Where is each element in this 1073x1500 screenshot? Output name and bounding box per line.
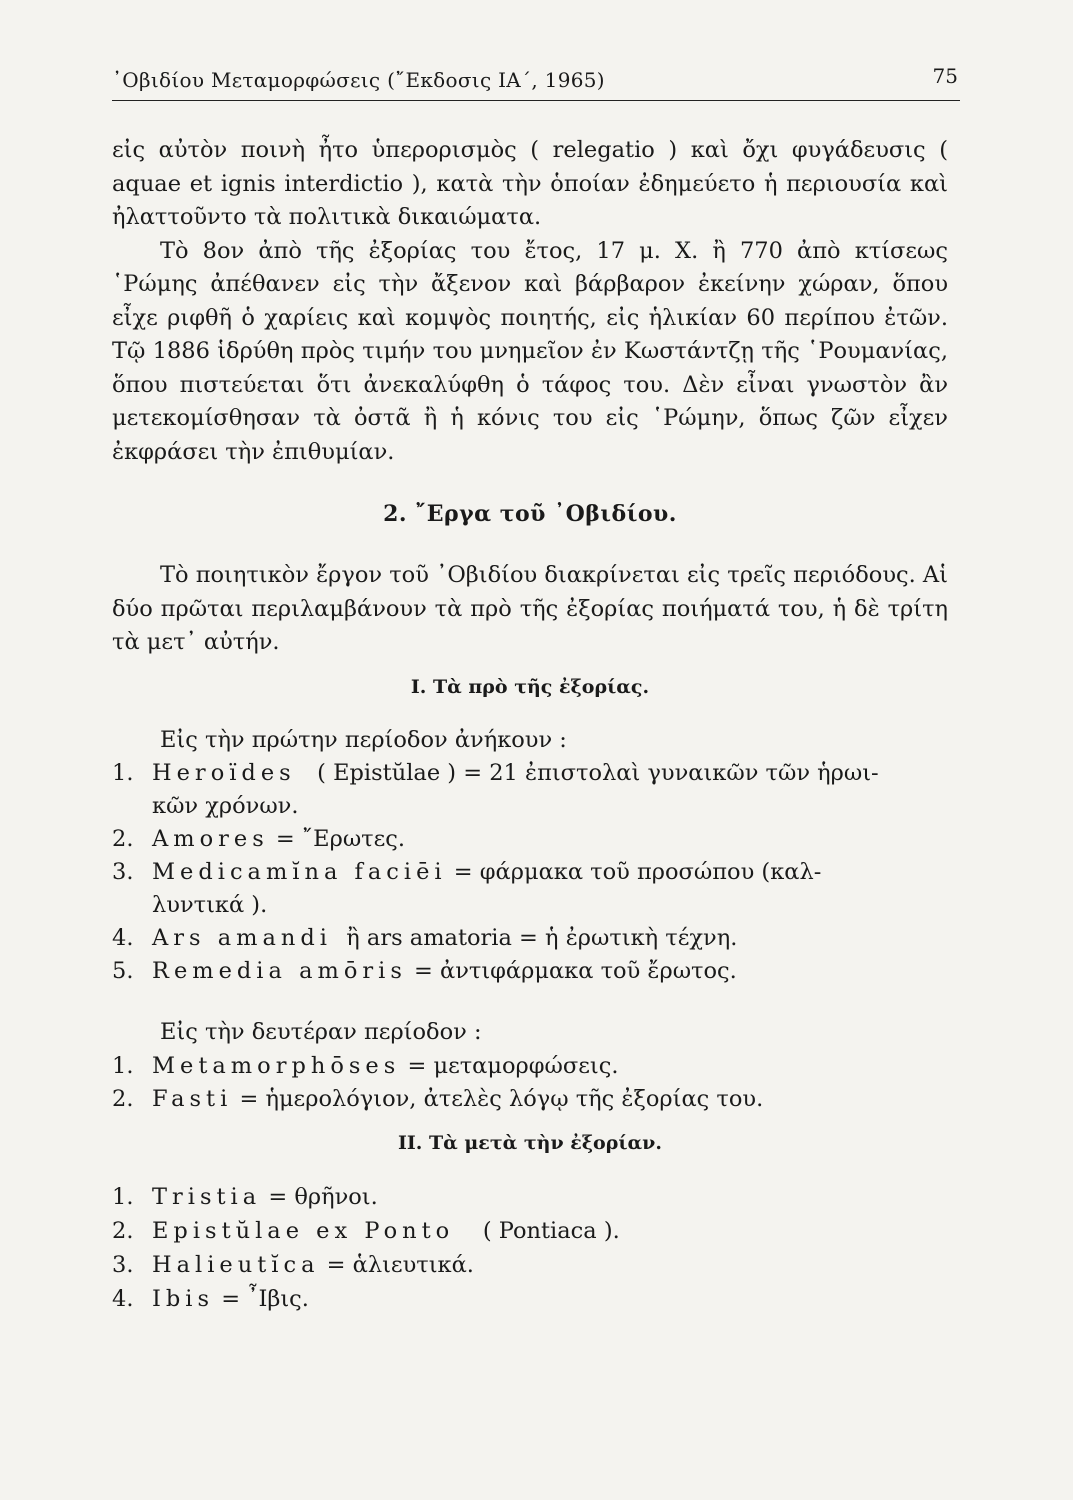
- part2-heading: II. Τὰ μετὰ τὴν ἐξορίαν.: [398, 1131, 662, 1154]
- page-number: 75: [932, 64, 958, 88]
- list-item: [112, 856, 948, 889]
- item-number: 2.: [112, 1217, 134, 1244]
- item-text: [152, 1214, 948, 1248]
- item-text: [152, 1050, 948, 1083]
- paragraph-2: Τὸ 8ον ἀπὸ τῆς ἐξορίας του ἔτος, 17 μ. Χ. ἢ 770 ἀπὸ κτίσεως ῾Ρώμης ἀπέθανεν εἰς τὴν ἄξενον καὶ βάρβαρον ἐκείνην χώραν, ὅπου εἶχε ριφθῆ ὁ χαρίεις καὶ κομψὸς ποιητής, εἰς ἡλικίαν 60 περίπου ἐτῶν. Τῷ 1886 ἱδρύθη πρὸς τιμήν του μνημεῖον ἐν Κωστάντζῃ τῆς ῾Ρουμανίας, ὅπου πιστεύεται ὅτι ἀνεκαλύφθη ὁ τάφος του. Δὲν εἶναι γνωστὸν ἂν μετεκομίσθησαν τὰ ὀστᾶ ἢ ἡ κόνις του εἰς ῾Ρώμην, ὅπως ζῶν εἶχεν ἐκφράσει τὴν ἐπιθυμίαν.: [112, 237, 948, 465]
- list-item: [112, 1083, 948, 1116]
- item-text: [152, 1248, 948, 1282]
- page-body: [112, 134, 948, 1316]
- item-number: 1.: [112, 760, 134, 786]
- item-description: = ῎Ερωτες.: [275, 826, 406, 852]
- item-description: = ἡμερολόγιον, ἀτελὲς λόγῳ τῆς ἐξορίας του.: [239, 1085, 764, 1112]
- item-description: = θρῆνοι.: [268, 1183, 378, 1210]
- item-continuation: λυντικά ).: [152, 892, 268, 918]
- item-text: [152, 922, 948, 955]
- first-period-list: [112, 757, 948, 988]
- second-period-intro: Εἰς τὴν δευτέραν περίοδον :: [160, 1019, 482, 1045]
- list-item: [112, 757, 948, 790]
- list-item: [112, 1248, 948, 1282]
- list-item: [112, 1180, 948, 1214]
- item-text: [152, 955, 948, 988]
- item-number: 5.: [112, 958, 134, 984]
- section-intro: Τὸ ποιητικὸν ἔργον τοῦ ᾿Οβιδίου διακρίνεται εἰς τρεῖς περιόδους. Αἱ δύο πρῶται περιλαμβάνουν τὰ πρὸ τῆς ἐξορίας ποιήματά του, ἡ δὲ τρίτη τὰ μετ᾿ αὐτήν.: [112, 562, 948, 655]
- latin-title: Amores: [152, 826, 269, 852]
- list-item: [112, 823, 948, 856]
- item-description: ( Epistŭlae ) = 21 ἐπιστολαὶ γυναικῶν τῶν ἡρωι-: [317, 760, 879, 786]
- running-head: [112, 64, 960, 101]
- item-text: [152, 1180, 948, 1214]
- list-item: [112, 1214, 948, 1248]
- latin-title: Metamorphōses: [152, 1052, 401, 1079]
- item-number: 2.: [112, 1085, 134, 1112]
- latin-title: Halieutĭca: [152, 1251, 320, 1278]
- latin-title: Tristia: [152, 1183, 262, 1210]
- item-continuation: κῶν χρόνων.: [152, 793, 299, 819]
- latin-title: Fasti: [152, 1085, 233, 1112]
- latin-title: Ibis: [152, 1285, 215, 1312]
- item-text: [152, 856, 948, 889]
- item-number: 2.: [112, 826, 134, 852]
- latin-title: Heroïdes: [152, 760, 296, 786]
- part1-heading: I. Τὰ πρὸ τῆς ἐξορίας.: [410, 675, 650, 698]
- section-heading: 2. ῎Εργα τοῦ ᾿Οβιδίου.: [383, 501, 677, 527]
- latin-title: Medicamĭna faciēi: [152, 859, 447, 885]
- item-text: [152, 1282, 948, 1316]
- item-description: = ἁλιευτικά.: [326, 1251, 474, 1278]
- latin-title: Ars amandi: [152, 925, 332, 951]
- item-description: = ἀντιφάρμακα τοῦ ἔρωτος.: [414, 958, 737, 984]
- item-description: = φάρμακα τοῦ προσώπου (καλ-: [453, 859, 822, 885]
- item-text: [152, 823, 948, 856]
- latin-title: Remedia amōris: [152, 958, 407, 984]
- first-period-intro: Εἰς τὴν πρώτην περίοδον ἀνήκουν :: [160, 726, 567, 753]
- paragraph-1: εἰς αὐτὸν ποινὴ ἦτο ὑπερορισμὸς ( relegatio ) καὶ ὄχι φυγάδευσις ( aquae et ignis interdictio ), κατὰ τὴν ὁποίαν ἐδημεύετο ἡ περιουσία καὶ ἠλαττοῦντο τὰ πολιτικὰ δικαιώματα.: [112, 137, 948, 230]
- item-text: [152, 757, 948, 790]
- item-number: 1.: [112, 1183, 134, 1210]
- item-number: 3.: [112, 1251, 134, 1278]
- running-head-title: ᾿Οβιδίου Μεταμορφώσεις (῎Εκδοσις ΙΑ΄, 1965): [112, 68, 605, 92]
- item-number: 4.: [112, 925, 134, 951]
- list-item: [112, 1282, 948, 1316]
- item-description: ἢ ars amatoria = ἡ ἐρωτικὴ τέχνη.: [346, 925, 738, 951]
- item-description: = μεταμορφώσεις.: [407, 1052, 619, 1079]
- latin-title: Epistŭlae ex Ponto: [152, 1217, 455, 1244]
- item-number: 4.: [112, 1285, 134, 1312]
- second-period-list: [112, 1050, 948, 1116]
- item-number: 3.: [112, 859, 134, 885]
- item-number: 1.: [112, 1052, 134, 1079]
- item-description: ( Pontiaca ).: [482, 1217, 620, 1244]
- exile-works-list: [112, 1180, 948, 1316]
- item-text: [152, 1083, 948, 1116]
- list-item: [112, 922, 948, 955]
- item-description: = ῏Ιβις.: [221, 1285, 309, 1312]
- list-item: [112, 1050, 948, 1083]
- list-item: [112, 955, 948, 988]
